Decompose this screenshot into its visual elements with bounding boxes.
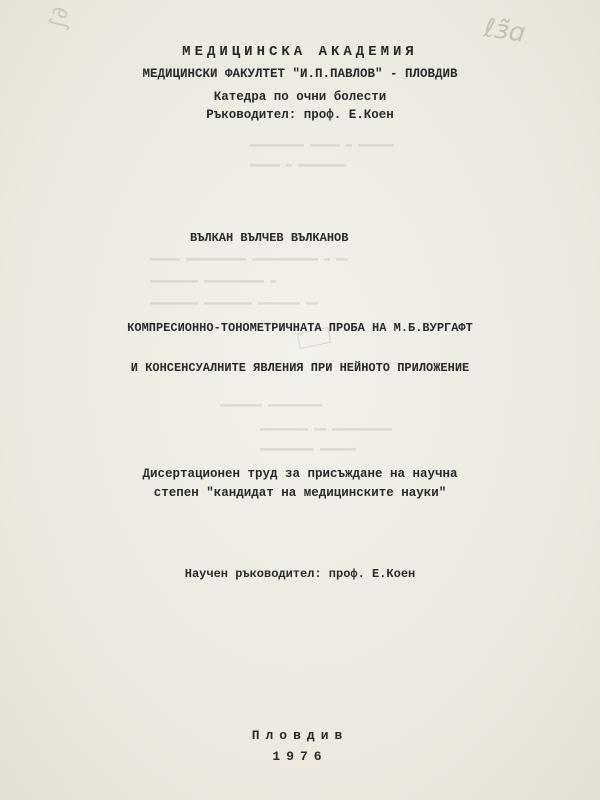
bleed-through-text: ▬▬▬▬▬▬▬▬ ▬ ▬▬▬▬▬ — [250, 160, 347, 171]
bleed-through-text: ▬▬ ▬ ▬▬▬▬▬▬▬▬▬▬▬ ▬▬▬▬▬▬▬▬▬▬ ▬▬▬▬▬ — [150, 254, 349, 265]
handwritten-catalog-number: ℓɜ̃ɑ — [482, 13, 528, 49]
dissertation-purpose-line-1: Дисертационен труд за присъждане на научна — [142, 467, 458, 481]
scientific-advisor: Научен ръководител: проф. Е.Коен — [184, 567, 416, 581]
faculty-name: МЕДИЦИНСКИ ФАКУЛТЕТ "И.П.ПАВЛОВ" - ПЛОВДИВ — [142, 67, 458, 81]
year: 1976 — [272, 749, 328, 764]
author-name: ВЪЛКАН ВЪЛЧЕВ ВЪЛКАНОВ — [190, 231, 349, 245]
city: Пловдив — [251, 728, 349, 743]
dissertation-title-line-2: И КОНСЕНСУАЛНИТЕ ЯВЛЕНИЯ ПРИ НЕЙНОТО ПРИЛОЖЕНИЕ — [130, 361, 470, 375]
department-name: Катедра по очни болести — [213, 90, 387, 104]
department-head: Ръководител: проф. Е.Коен — [206, 108, 394, 122]
handwritten-margin-mark: ∫∂ — [45, 5, 74, 32]
dissertation-purpose-line-2: степен "кандидат на медицинските науки" — [153, 486, 447, 500]
bleed-through-text: ▬▬▬▬▬▬ ▬ ▬▬▬▬▬ ▬▬▬▬▬▬▬▬▬ — [250, 140, 395, 151]
dissertation-title-line-1: КОМПРЕСИОННО-ТОНОМЕТРИЧНАТА ПРОБА НА М.Б.ВУРГАФТ — [127, 321, 473, 335]
bleed-through-text: ▬ ▬▬▬▬▬▬▬▬▬▬ ▬▬▬▬▬▬▬▬ — [150, 276, 277, 287]
bleed-through-text: ▬▬ ▬▬▬▬▬▬▬ ▬▬▬▬▬▬▬▬ ▬▬▬▬▬▬▬▬ — [150, 298, 319, 309]
bleed-through-text: ▬▬▬▬▬▬ ▬▬▬▬▬▬▬▬▬ — [260, 444, 357, 455]
bleed-through-text: ▬▬▬▬▬▬▬▬▬ ▬▬▬▬▬▬▬ — [220, 400, 323, 411]
institution-name: МЕДИЦИНСКА АКАДЕМИЯ — [182, 44, 418, 60]
bleed-through-text: ▬▬▬▬▬▬▬▬▬▬ ▬▬ ▬▬▬▬▬▬▬▬ — [260, 424, 393, 435]
